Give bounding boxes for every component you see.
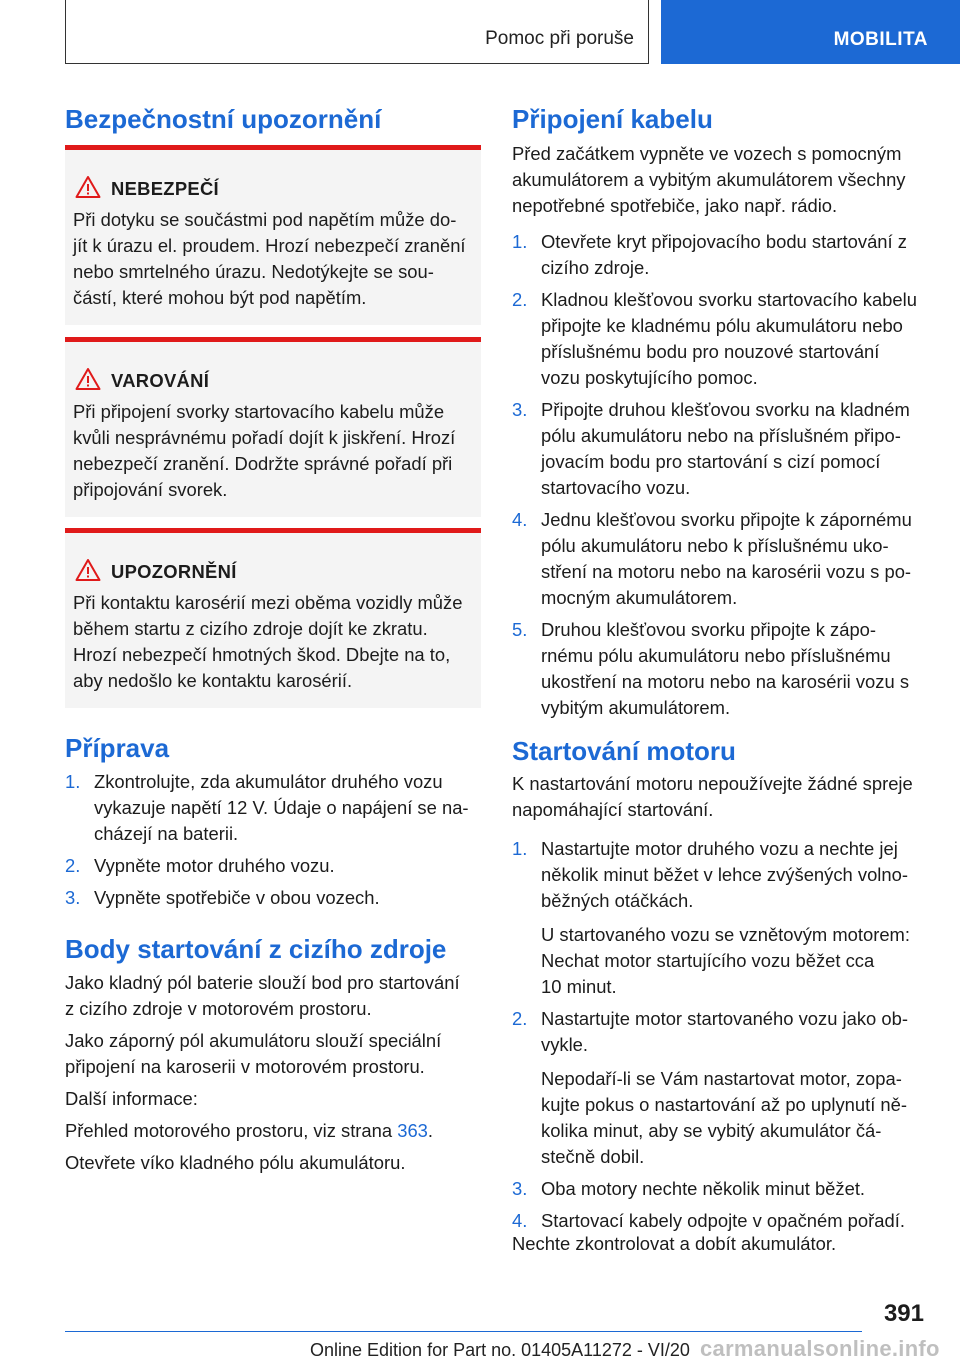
header-section-title: Pomoc při poruše <box>485 28 634 49</box>
text-line: mocným akumulátorem. <box>541 587 738 608</box>
list-item <box>512 617 928 721</box>
warning-text <box>73 399 475 503</box>
text-line: Při dotyku se součástmi pod napětím může do- <box>73 209 457 230</box>
preparation-heading: Příprava <box>65 733 170 763</box>
footer-edition: Online Edition for Part no. 01405A11272 - VI/20 <box>310 1340 690 1360</box>
text-line: akumulátorem a vybitým akumulátorem všechny <box>512 169 906 190</box>
text-line: připojení na karoserii v motorovém prostoru. <box>65 1056 425 1077</box>
text-line: Při připojení svorky startovacího kabelu může <box>73 401 445 422</box>
text-line: Otevřete víko kladného pólu akumulátoru. <box>65 1152 406 1173</box>
text-line: Startovací kabely odpojte v opačném pořadí. <box>541 1210 905 1231</box>
warning-text <box>73 590 475 694</box>
warning-box-danger <box>65 145 481 325</box>
text-line: kolika minut, aby se vybitý akumulátor čá- <box>541 1120 882 1141</box>
text-line: rnému pólu akumulátoru nebo příslušnému <box>541 645 891 666</box>
text-line: cizího zdroje. <box>541 257 650 278</box>
safety-heading: Bezpečnostní upozornění <box>65 104 382 134</box>
list-item <box>512 287 928 391</box>
text-line: stečně dobil. <box>541 1146 645 1167</box>
text-line: kujte pokus o nastartování až po uplynutí ně- <box>541 1094 907 1115</box>
warning-box-warning <box>65 337 481 517</box>
warning-triangle-icon <box>75 175 101 199</box>
text-line: vykazuje napětí 12 V. Údaje o napájení se na- <box>94 797 469 818</box>
footer-divider <box>65 1331 862 1332</box>
warning-title: VAROVÁNÍ <box>111 370 210 391</box>
text-line: Vypněte motor druhého vozu. <box>94 855 335 876</box>
step-number: 3. <box>512 399 528 420</box>
text-line: ukostření na motoru nebo na karosérii vozu s <box>541 671 910 692</box>
text-line: pólu akumulátoru nebo k příslušnému uko- <box>541 535 889 556</box>
text-line: Kladnou klešťovou svorku startovacího kabelu <box>541 289 917 310</box>
step-note <box>541 1066 928 1170</box>
step-number: 5. <box>512 619 528 640</box>
text-line: připojování svorek. <box>73 479 228 500</box>
text-line: nebezpečí zranění. Dodržte správné pořadí při <box>73 453 453 474</box>
text-line: vykle. <box>541 1034 589 1055</box>
watermark: carmanualsonline.info <box>700 1336 940 1361</box>
page-reference-link[interactable]: 363 <box>397 1120 428 1141</box>
text-line: Hrozí nebezpečí hmotných škod. Dbejte na to, <box>73 644 451 665</box>
text-line: Nepodaří-li se Vám nastartovat motor, zopa- <box>541 1068 902 1089</box>
text-line: Vypněte spotřebiče v obou vozech. <box>94 887 380 908</box>
text-line: nebo smrtelného úrazu. Nedotýkejte se sou- <box>73 261 434 282</box>
step-number: 3. <box>65 887 81 908</box>
preparation-steps <box>65 769 481 911</box>
list-item <box>512 1006 928 1170</box>
list-item <box>65 769 481 847</box>
text-line: nepotřebné spotřebiče, jako např. rádio. <box>512 195 838 216</box>
cable-steps <box>512 229 928 721</box>
step-number: 1. <box>512 231 528 252</box>
header-chapter-title: MOBILITA <box>833 29 928 50</box>
warning-text <box>73 207 475 311</box>
text-line: Před začátkem vypněte ve vozech s pomocným <box>512 143 902 164</box>
text-line: jovacím bodu pro startování s cizí pomocí <box>541 451 881 472</box>
text-line: připojte ke kladnému pólu akumulátoru nebo <box>541 315 903 336</box>
cable-intro <box>512 141 928 219</box>
reference-text: Přehled motorového prostoru, viz strana <box>65 1120 398 1141</box>
text-line: Druhou klešťovou svorku připojte k zápo- <box>541 619 877 640</box>
text-line: stření na motoru nebo na karosérii vozu s po- <box>541 561 912 582</box>
text-line: pólu akumulátoru nebo na příslušném připo- <box>541 425 901 446</box>
step-number: 2. <box>65 855 81 876</box>
step-number: 4. <box>512 1210 528 1231</box>
warning-box-caution <box>65 528 481 708</box>
list-item <box>512 1176 928 1202</box>
header-chapter-box <box>661 0 960 64</box>
warning-title: UPOZORNĚNÍ <box>111 561 237 582</box>
warning-triangle-icon <box>75 367 101 391</box>
text-line: běžných otáčkách. <box>541 890 694 911</box>
text-line: Nastartujte motor druhého vozu a nechte jej <box>541 838 898 859</box>
engine-start-heading: Startování motoru <box>512 736 736 766</box>
text-line: aby nedošlo ke kontaktu karosérií. <box>73 670 353 691</box>
list-item <box>512 507 928 611</box>
step-number: 1. <box>512 838 528 859</box>
text-line: Nechat motor startujícího vozu běžet cca <box>541 950 875 971</box>
step-number: 2. <box>512 289 528 310</box>
engine-start-outro: Nechte zkontrolovat a dobít akumulátor. <box>512 1233 837 1254</box>
step-number: 1. <box>65 771 81 792</box>
step-note <box>541 922 928 1000</box>
text-line: Zkontrolujte, zda akumulátor druhého vozu <box>94 771 443 792</box>
list-item <box>65 853 481 879</box>
text-line: kvůli nesprávnému pořadí dojít k jiskření. Hrozí <box>73 427 456 448</box>
reference-end: . <box>427 1120 434 1141</box>
reference-line <box>65 1118 481 1144</box>
text-line: Při kontaktu karosérií mezi oběma vozidly může <box>73 592 463 613</box>
text-line: z cizího zdroje v motorovém prostoru. <box>65 998 372 1019</box>
jump-points-text <box>65 970 481 1176</box>
text-line: jít k úrazu el. proudem. Hrozí nebezpečí zranění <box>73 235 466 256</box>
engine-start-intro <box>512 771 928 823</box>
text-line: 10 minut. <box>541 976 617 997</box>
cable-heading: Připojení kabelu <box>512 104 713 134</box>
list-item <box>512 836 928 1000</box>
text-line: Další informace: <box>65 1088 198 1109</box>
text-line: vybitým akumulátorem. <box>541 697 731 718</box>
text-line: Jednu klešťovou svorku připojte k zápornému <box>541 509 912 530</box>
text-line: K nastartování motoru nepoužívejte žádné spreje <box>512 773 913 794</box>
text-line: cházejí na baterii. <box>94 823 239 844</box>
list-item <box>512 397 928 501</box>
text-line: U startovaného vozu se vznětovým motorem: <box>541 924 910 945</box>
jump-points-heading: Body startování z cizího zdroje <box>65 934 447 964</box>
text-line: Připojte druhou klešťovou svorku na kladném <box>541 399 910 420</box>
list-item <box>512 229 928 281</box>
text-line: několik minut běžet v lehce zvýšených volno- <box>541 864 908 885</box>
text-line: částí, které mohou být pod napětím. <box>73 287 367 308</box>
page-number: 391 <box>883 1300 924 1327</box>
text-line: Jako kladný pól baterie slouží bod pro startování <box>65 972 460 993</box>
text-line: vozu poskytujícího pomoc. <box>541 367 758 388</box>
step-number: 4. <box>512 509 528 530</box>
text-line: Oba motory nechte několik minut běžet. <box>541 1178 866 1199</box>
list-item <box>65 885 481 911</box>
step-number: 2. <box>512 1008 528 1029</box>
warning-title: NEBEZPEČÍ <box>111 178 219 199</box>
text-line: příslušnému bodu pro nouzové startování <box>541 341 880 362</box>
header-section-box <box>65 0 649 64</box>
text-line: Otevřete kryt připojovacího bodu startování z <box>541 231 907 252</box>
text-line: Jako záporný pól akumulátoru slouží speciální <box>65 1030 442 1051</box>
step-number: 3. <box>512 1178 528 1199</box>
text-line: napomáhající startování. <box>512 799 714 820</box>
text-line: Nastartujte motor startovaného vozu jako ob- <box>541 1008 908 1029</box>
text-line: startovacího vozu. <box>541 477 691 498</box>
warning-triangle-icon <box>75 558 101 582</box>
engine-start-steps <box>512 836 928 1234</box>
text-line: během startu z cizího zdroje dojít ke zkratu. <box>73 618 428 639</box>
